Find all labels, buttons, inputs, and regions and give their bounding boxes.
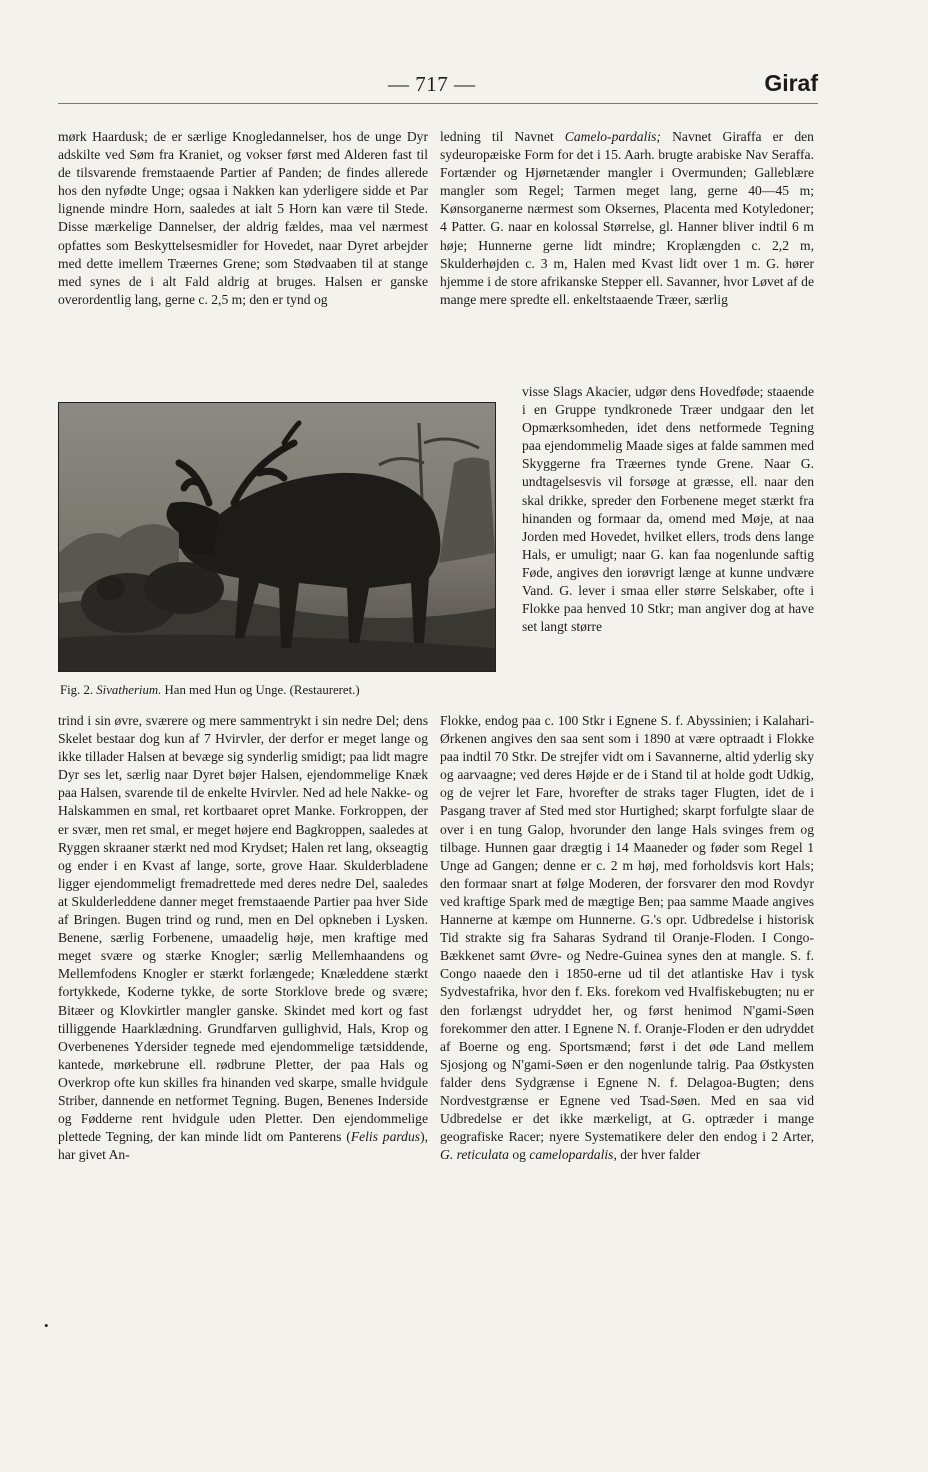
illustration-image [59,403,495,671]
page-number: — 717 — [388,72,476,96]
text-run: Navnet Giraffa er den sydeuropæiske Form for det i 15. Aarh. brugte arabiske Nav Seraffa. Fortænder og Hjørnetænder mangler i Overmunden; Galleblære mangler som Regel; Tarmen meget lang, gerne 40—45 m; Kønsorganerne nærmest som Oksernes, Placenta med Kotyledoner; 4 Patter. G. naar en kolossal Størrelse, gl. Hanner bliver indtil 6 m høje; Hunnerne gerne lidt mindre; Kroplængden c. 2,2 m, Skulderhøjden c. 3 m, Halen med Kvast lidt over 1 m. G. hører hjemme i de store afrikanske Stepper ell. Savanner, hvor Løvet af de mange mere spredte ell. enkeltstaaende Træer, særlig [440,129,814,307]
text-run: og [508,1147,530,1163]
italic-run: G. reticulata [440,1147,509,1163]
page-header [58,70,818,100]
margin-mark: • [44,1318,49,1333]
text-run: Flokke, endog paa c. 100 Stkr i Egnene S. f. Abyssinien; i Kalahari-Ørkenen angives den saa sent som i 1890 at være optraadt i Flokke paa indtil 70 Stkr. De strejfer vidt om i Savannerne, altid yderlig sky og aarvaagne; ved deres Højde er de i Stand til at holde godt Udkig, og de vejrer let Fare, hvorefter de straks tager Flugten, idet de i Pasgang traver af Sted med stor Hurtighed; skarpt forfulgte slaar de over i en tung Galop, hvorunder den lange Hals svinges frem og tilbage. Hunnen gaar drægtig i 14 Maaneder og føder som Regel 1 Unge ad Gangen; denne er c. 2 m høj, med forholdsvis kort Hals; den formaar snart at følge Moderen, der forsvarer den mod Rovdyr ved kraftige Spark med de mægtige Ben; paa samme Maade angives Hannerne at kæmpe om Hunnerne. G.'s opr. Udbredelse i historisk Tid strakte sig fra Saharas Sydrand til Oranje-Floden. I Congo-Bækkenet samt Øvre- og Nedre-Guinea synes den at mangle. S. f. Congo naaede den i 1850-erne ud til det atlantiske Hav i tysk Sydvestafrika, hvor den f. Eks. forekom ved Hvalfiskebugten; nu er den forlængst udryddet her, og først henimod N'gami-Søen forekommer den atter. I Egnene N. f. Oranje-Floden er den udryddet af Boerne og eng. Sportsmænd; først i det øde Land mellem Sjosjong og N'gami-Søen er den nogenlunde talrig. Paa Østkysten falder dens Sydgrænse i Egnene N. f. Delagoa-Bugten; dens Nordvestgrænse er Egnene ved Tsad-Søen. Med en saa vid Udbredelse er det ikke mærkeligt, at G. optræder i mange geografiske Racer; nyere Systematikere deler den endog i 2 Arter, [440,713,814,1145]
paragraph: mørk Haardusk; de er særlige Knogledannelser, hos de unge Dyr adskilte ved Søm fra Kraniet, og vokser først med Alderen fast til de tilsvarende fremstaaende Partier af Panden; de findes allerede hos den nyfødte Unge; ogsaa i Nakken kan yderligere sidde et Par lignende mindre Horn, saaledes at ialt 5 Horn kan være til Stede. Disse mærkelige Dannelser, der aldrig fældes, maa vel nærmest opfattes som Beskyttelsesmidler for Hovedet, naar Dyret arbejder med dette imellem Træernes Grene; som Stødvaaben til at stange med synes de i alt Fald aldrig at bruges. Halsen er ganske overordentlig lang, gerne c. 2,5 m; den er tynd og [58,129,428,307]
text-run: ledning til Navnet [440,129,565,144]
text-run: ), har givet An- [58,1129,428,1163]
paragraph [440,128,814,309]
text-run: , der hver falder [613,1147,701,1163]
right-column-top [440,128,814,309]
paragraph: visse Slags Akacier, udgør dens Hovedføde; staaende i en Gruppe tyndkronede Træer undgaar den let Opmærksomheden, idet dens netformede Tegning paa ejendommelig Maade siges at falde sammen med Skyggerne fra Træernes tynde Grene. Naar G. undtagelsesvis vil forsøge at græsse, ell. naar den skal drikke, spreder den Forbenene meget stærkt fra hinanden og formaar da, omend med Møje, at naa Jorden med Hovedet, hvilket ellers, trods dens lange Hals, er umuligt; naar G. kan faa nogenlunde saftig Føde, angives den iorøvrigt længe at kunne undvære Vand. G. lever i smaa eller større Selskaber, ofte i Flokke paa henved 10 Stkr; man angiver dog at have set langt større [522,384,814,635]
left-column-bottom [58,712,428,1164]
header-rule [58,103,818,104]
sivatherium-illustration [58,402,496,672]
paragraph [440,712,814,1164]
text-run: trind i sin øvre, sværere og mere sammentrykt i sin nedre Del; dens Skelet bestaar dog kun af 7 Hvirvler, der derfor er meget lange og ikke tillader Halsen at bevæge sig synderlig smidigt; paa lidt magre Dyr ses let, særlig naar Dyret bøjer Halsen, ejendommelige Knæk paa Halsen, svarende til de enkelte Hvirvler. Ned ad hele Nakke- og Halskammen en smal, ret kortbaaret opret Manke. Forkroppen, der er svær, men ret smal, er meget højere end Bagkroppen, saaledes at Ryggen skraaner stærkt ned mod Krydset; Halen ret lang, okseagtig og ender i en Kvast af lange, sorte, grove Haar. Skulderbladene ligger ejendommeligt fremadrettede med deres nedre Del, saaledes at Skulderleddene danner meget fremstaaende Partier paa hver Side af Bringen. Bugen trind og rund, men en Del opkneben i Lysken. Benene, særlig Forbenene, umaadelig høje, men kraftige med meget svære og stærke Knogler; særlig Mellemhaandens og Mellemfodens Knogler er stærkt forlængede; Knæleddene stærkt fortykkede, Koderne tykke, de sorte Storklove brede og svære; Bitæer og Klovkirtler mangler ganske. Skindet med kort og fast tilliggende Haarklædning. Grundfarven gullighvid, Hals, Krop og Overbenenes Ydersider tegnede med ejendommelige tætsiddende, kantede, mørkebrune ell. rødbrune Pletter, der paa Hals og Overkrop ofte kun skilles fra hinanden ved skarpe, smalle hvidgule Striber, dannende en netformet Tegning. Bugen, Benenes Inderside og Fødderne rent hvidgule uden Pletter. Den ejendommelige plettede Tegning, der kan minde lidt om Panterens ( [58,713,428,1145]
caption-suffix: (Restaureret.) [289,683,360,697]
paragraph [58,712,428,1164]
caption-species: Sivatherium. [96,683,162,697]
italic-run: Camelo-pardalis; [564,129,661,144]
caption-text: Han med Hun og Unge. [164,683,287,697]
right-column-beside-figure [522,383,814,636]
italic-run: Felis pardus [350,1129,421,1145]
figure-caption [60,682,500,698]
left-column-top [58,128,428,309]
running-head: Giraf [764,70,818,96]
caption-prefix: Fig. 2. [60,683,94,697]
italic-run: camelopardalis [529,1147,614,1163]
right-column-bottom [440,712,814,1164]
